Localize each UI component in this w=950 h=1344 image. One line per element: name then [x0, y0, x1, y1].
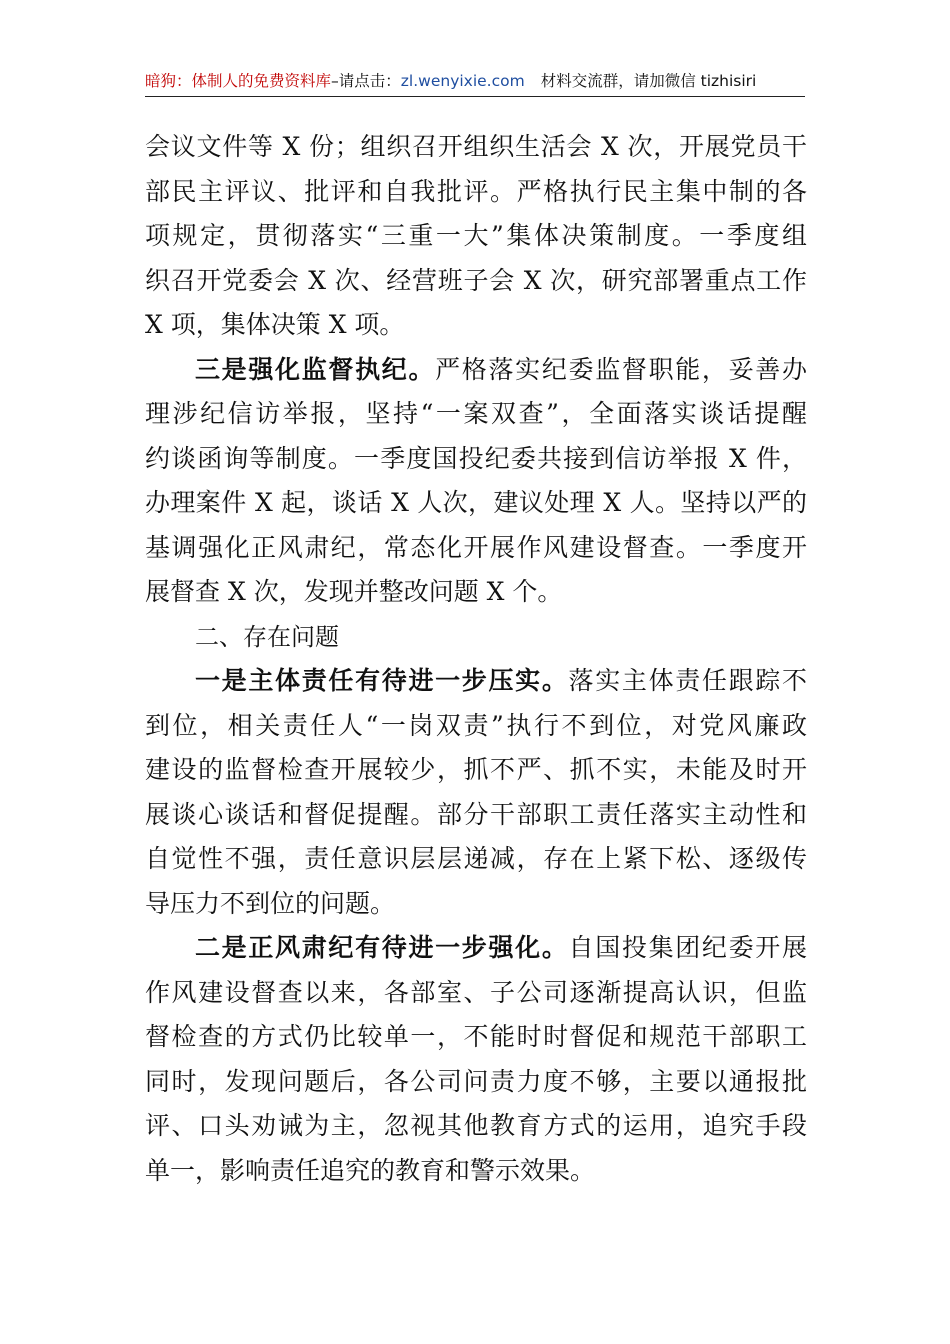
text-line: X 项，集体决策 X 项。 — [145, 310, 405, 339]
text-line: 展谈心谈话和督促提醒。部分干部职工责任落实主动性和 — [145, 799, 807, 829]
text-line: 约谈函询等制度。一季度国投纪委共接到信访举报 X 件， — [145, 443, 807, 473]
text-line: 会议文件等 X 份；组织召开组织生活会 X 次，开展党员干 — [145, 132, 807, 161]
text-line: 评、口头劝诫为主，忽视其他教育方式的运用，追究手段 — [145, 1111, 807, 1140]
text-line: 同时，发现问题后，各公司问责力度不够，主要以通报批 — [145, 1066, 807, 1096]
text-line: 基调强化正风肃纪，常态化开展作风建设督查。一季度开 — [145, 532, 807, 562]
text-line: 单一，影响责任追究的教育和警示效果。 — [145, 1155, 596, 1185]
text-line: 建设的监督检查开展较少，抓不严、抓不实，未能及时开 — [145, 755, 807, 784]
text-line: 作风建设督查以来，各部室、子公司逐渐提高认识，但监 — [145, 977, 807, 1007]
header-wechat-note: 材料交流群，请加微信 tizhisiri — [540, 72, 757, 90]
header-url-link[interactable]: zl.wenyixie.com — [400, 72, 525, 90]
text-line: 导压力不到位的问题。 — [145, 888, 396, 918]
text-segment: 落实主体责任跟踪不 — [568, 666, 807, 695]
header-click-prompt: –请点击： — [331, 72, 401, 90]
paragraph-first-line — [145, 659, 807, 704]
paragraph-first-line — [145, 926, 807, 971]
text-line: 督检查的方式仍比较单一，不能时时督促和规范干部职工 — [145, 1022, 807, 1051]
header-site-name: 暗狗：体制人的免费资料库 — [145, 72, 332, 90]
paragraph-lead: 三是强化监督执纪。 — [195, 354, 436, 384]
paragraph-lead: 一是主体责任有待进一步压实。 — [195, 666, 569, 695]
text-line: 展督查 X 次，发现并整改问题 X 个。 — [145, 577, 563, 606]
section-heading: 二、存在问题 — [195, 622, 339, 651]
document-body — [145, 125, 807, 1193]
text-line: 织召开党委会 X 次、经营班子会 X 次，研究部署重点工作 — [145, 265, 807, 295]
paragraph-first-line — [145, 348, 807, 393]
text-line: 部民主评议、批评和自我批评。严格执行民主集中制的各 — [145, 176, 807, 206]
paragraph-lead: 二是正风肃纪有待进一步强化。 — [195, 933, 569, 962]
text-line: 到位，相关责任人“一岗双责”执行不到位，对党风廉政 — [145, 710, 807, 740]
text-segment: 严格落实纪委监督职能，妥善办 — [435, 354, 807, 384]
page-header — [145, 66, 805, 97]
text-line: 自觉性不强，责任意识层层递减，存在上紧下松、逐级传 — [145, 844, 807, 873]
text-segment: 自国投集团纪委开展 — [568, 933, 807, 962]
text-line: 理涉纪信访举报，坚持“一案双查”，全面落实谈话提醒 — [145, 399, 807, 428]
text-line: 项规定，贯彻落实“三重一大”集体决策制度。一季度组 — [145, 221, 807, 250]
text-line: 办理案件 X 起，谈话 X 人次，建议处理 X 人。坚持以严的 — [145, 488, 807, 517]
